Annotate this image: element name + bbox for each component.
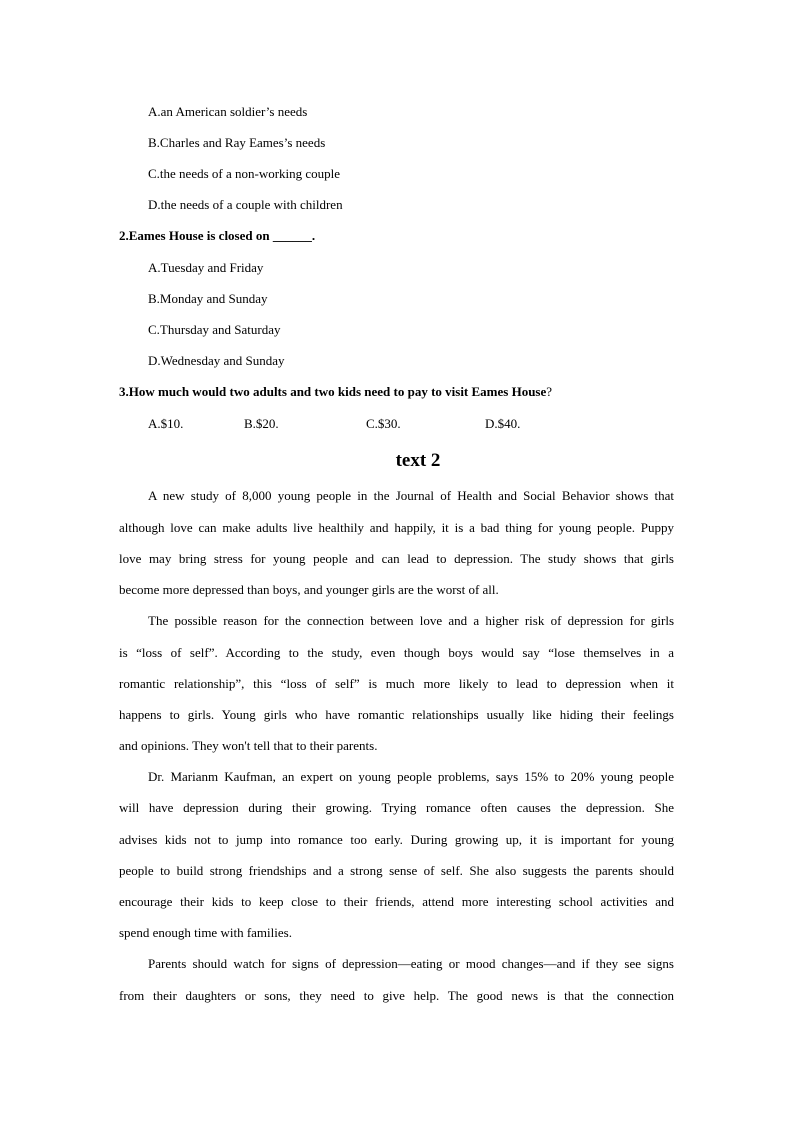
passage-line: although love can make adults live healthily and happily, it is a bad thing for young people. Puppy [119,520,674,535]
q1-option-b: B.Charles and Ray Eames’s needs [148,135,326,150]
question-2-number: 2 [119,228,126,243]
passage-line: is “loss of self”. According to the study, even though boys would say “lose themselves in a [119,645,674,660]
question-3-text: .How much would two adults and two kids need to pay to visit Eames House [125,384,547,399]
q3-option-a: A.$10. [148,416,184,431]
question-3 [119,384,552,400]
passage-line: Parents should watch for signs of depression—eating or mood changes—and if they see signs [148,956,674,971]
q1-option-d: D.the needs of a couple with children [148,197,343,212]
passage-line: become more depressed than boys, and younger girls are the worst of all. [119,582,499,597]
q3-options-row [0,416,794,432]
q2-option-a: A.Tuesday and Friday [148,260,264,275]
passage-line: from their daughters or sons, they need to give help. The good news is that the connection [119,988,674,1003]
question-3-mark: ? [546,384,553,399]
question-2 [119,228,315,244]
q3-option-b: B.$20. [244,416,279,431]
passage-line: spend enough time with families. [119,925,292,940]
passage-line: A new study of 8,000 young people in the Journal of Health and Social Behavior shows that [148,488,674,503]
passage-line: love may bring stress for young people and can lead to depression. The study shows that girls [119,551,674,566]
passage-line: and opinions. They won't tell that to their parents. [119,738,378,753]
q3-option-c: C.$30. [366,416,401,431]
question-2-text: .Eames House is closed on ______. [125,228,316,243]
q2-option-c: C.Thursday and Saturday [148,322,281,337]
q2-option-d: D.Wednesday and Sunday [148,353,285,368]
passage-line: Dr. Marianm Kaufman, an expert on young people problems, says 15% to 20% young people [148,769,674,784]
q1-option-a: A.an American soldier’s needs [148,104,308,119]
section-title: text 2 [395,450,441,471]
passage-line: people to build strong friendships and a strong sense of self. She also suggests the parents should [119,863,674,878]
q2-option-b: B.Monday and Sunday [148,291,268,306]
passage-line: encourage their kids to keep close to their friends, attend more interesting school activities and [119,894,674,909]
q3-option-d: D.$40. [485,416,521,431]
passage-line: advises kids not to jump into romance too early. During growing up, it is important for young [119,832,674,847]
passage-line: happens to girls. Young girls who have romantic relationships usually like hiding their feelings [119,707,674,722]
q1-option-c: C.the needs of a non-working couple [148,166,341,181]
passage-line: The possible reason for the connection between love and a higher risk of depression for girls [148,613,674,628]
passage-line: romantic relationship”, this “loss of self” is much more likely to lead to depression when it [119,676,674,691]
passage-line: will have depression during their growing. Trying romance often causes the depression. She [119,800,674,815]
question-3-number: 3 [119,384,126,399]
